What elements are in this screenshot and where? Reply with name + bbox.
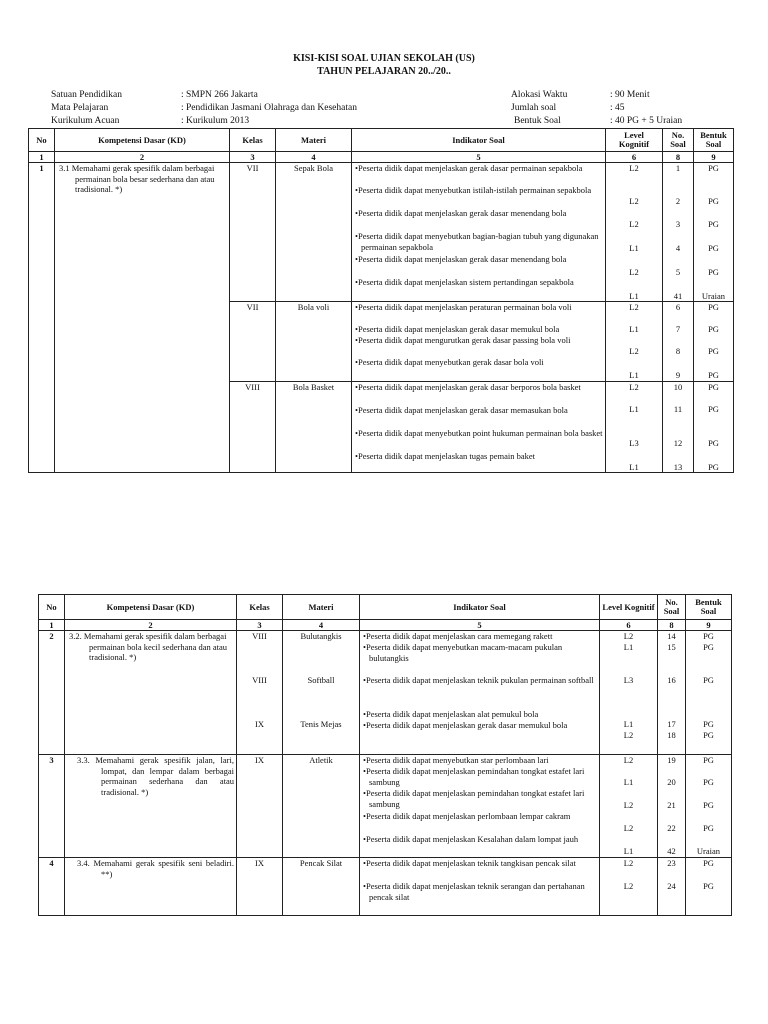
meta-left-1: Mata Pelajaran : Pendidikan Jasmani Olahraga dan Kesehatan	[51, 103, 357, 113]
meta-right-0: Alokasi Waktu : 90 Menit	[511, 90, 650, 100]
col-kelas: Kelas	[237, 595, 283, 620]
col-no: No	[39, 595, 65, 620]
bentuk-cell: PG PG PG PG Uraian	[686, 755, 732, 858]
list-item: • Peserta didik dapat menjelaskan gerak dasar menendang bola	[354, 254, 603, 277]
colnum: 9	[686, 620, 732, 631]
list-item: • Peserta didik dapat menjelaskan gerak dasar menendang bola	[354, 208, 603, 231]
kelas-cell: VII	[230, 302, 276, 382]
column-number-row	[29, 152, 734, 163]
list-item: • Peserta didik dapat mengurutkan gerak dasar passing bola voli	[354, 335, 603, 357]
colnum: 8	[663, 152, 694, 163]
colnum: 6	[606, 152, 663, 163]
table-row	[29, 163, 734, 302]
list-item: • Peserta didik dapat menjelaskan gerak dasar memukul bola	[354, 324, 603, 335]
kelas-cell: VIII	[230, 382, 276, 473]
level-cell: L2 L2 L2 L1 L2 L1	[606, 163, 663, 302]
indikator-cell	[360, 755, 600, 858]
indikator-cell	[360, 858, 600, 916]
colnum: 5	[360, 620, 600, 631]
colnum: 2	[65, 620, 237, 631]
table-row	[39, 631, 732, 755]
indikator-cell	[360, 631, 600, 755]
list-item: • Peserta didik dapat menjelaskan Kesalahan dalam lompat jauh	[362, 834, 597, 845]
no-soal-cell: 14 15 16 17 18	[658, 631, 686, 755]
level-cell: L2 L1 L2 L2 L1	[600, 755, 658, 858]
colnum: 6	[600, 620, 658, 631]
col-kelas: Kelas	[230, 129, 276, 152]
meta-left-0: Satuan Pendidikan : SMPN 266 Jakarta	[51, 90, 258, 100]
bentuk-cell: PG PG PG PG	[694, 382, 734, 473]
bentuk-cell: PG PG PG PG	[694, 302, 734, 382]
materi-cell: Bola Basket	[276, 382, 352, 473]
kd-cell: 3.2. Memahami gerak spesifik dalam berbagai permainan bola kecil sederhana dan atau tradisional. *)	[65, 631, 237, 755]
no-soal-cell: 1 2 3 4 5 41	[663, 163, 694, 302]
list-item: • Peserta didik dapat menjelaskan gerak dasar memukul bola	[362, 720, 597, 731]
list-item: • Peserta didik dapat menjelaskan sistem pertandingan sepakbola	[354, 277, 603, 299]
col-indikator: Indikator Soal	[352, 129, 606, 152]
colnum: 1	[29, 152, 55, 163]
col-no: No	[29, 129, 55, 152]
col-indikator: Indikator Soal	[360, 595, 600, 620]
bentuk-cell: PG PG PG PG PG	[686, 631, 732, 755]
meta-left-2: Kurikulum Acuan : Kurikulum 2013	[51, 116, 250, 126]
col-bentuk: Bentuk Soal	[686, 595, 732, 620]
colnum: 4	[283, 620, 360, 631]
kisi-table-1	[28, 128, 734, 473]
level-cell: L2 L1 L3 L1 L2	[600, 631, 658, 755]
list-item: • Peserta didik dapat menjelaskan gerak dasar permainan sepakbola	[354, 163, 603, 185]
colnum: 2	[55, 152, 230, 163]
column-number-row	[39, 620, 732, 631]
materi-cell: Sepak Bola	[276, 163, 352, 302]
materi-cell: Atletik	[283, 755, 360, 858]
list-item: • Peserta didik dapat menjelaskan pemindahan tongkat estafet lari sambung	[362, 788, 597, 811]
colnum: 8	[658, 620, 686, 631]
meta-right-2: Bentuk Soal : 40 PG + 5 Uraian	[514, 116, 683, 126]
kd-cell: 3.3. Memahami gerak spesifik jalan, lari, lompat, dan lempar dalam berbagai permainan sederhana dan atau tradisional. *)	[65, 755, 237, 858]
row-no: 3	[39, 755, 65, 858]
col-kd: Kompetensi Dasar (KD)	[65, 595, 237, 620]
kelas-cell: IX	[237, 755, 283, 858]
row-no: 2	[39, 631, 65, 755]
table-header	[29, 129, 734, 152]
list-item: • Peserta didik dapat menjelaskan teknik pukulan permainan softball	[362, 675, 597, 709]
materi-cell: Bola voli	[276, 302, 352, 382]
kelas-cell: IX	[237, 858, 283, 916]
kd-cell: 3.1 Memahami gerak spesifik dalam berbagai permainan bola besar sederhana dan atau tradisional. *)	[55, 163, 230, 473]
table-row	[39, 858, 732, 916]
indikator-cell	[352, 382, 606, 473]
list-item: • Peserta didik dapat menjelaskan gerak dasar berporos bola basket	[354, 382, 603, 405]
indikator-cell	[352, 302, 606, 382]
colnum: 4	[276, 152, 352, 163]
col-bentuk: Bentuk Soal	[694, 129, 734, 152]
doc-title-line1: KISI-KISI SOAL UJIAN SEKOLAH (US)	[293, 53, 475, 64]
col-materi: Materi	[283, 595, 360, 620]
no-soal-cell: 6 7 8 9	[663, 302, 694, 382]
list-item: • Peserta didik dapat menyebutkan macam-macam pukulan bulutangkis	[362, 642, 597, 675]
list-item: • Peserta didik dapat menyebutkan gerak dasar bola voli	[354, 357, 603, 379]
colnum: 5	[352, 152, 606, 163]
list-item: • Peserta didik dapat menyebutkan istilah-istilah permainan sepakbola	[354, 185, 603, 208]
col-materi: Materi	[276, 129, 352, 152]
kelas-cell: VIII VIII IX	[237, 631, 283, 755]
indikator-cell	[352, 163, 606, 302]
col-kd: Kompetensi Dasar (KD)	[55, 129, 230, 152]
list-item: • Peserta didik dapat menjelaskan perlombaan lempar cakram	[362, 811, 597, 834]
list-item: • Peserta didik dapat menyebutkan star perlombaan lari	[362, 755, 597, 766]
level-cell: L2 L2	[600, 858, 658, 916]
list-item: • Peserta didik dapat menyebutkan bagian-bagian tubuh yang digunakan permainan sepakbola	[354, 231, 603, 254]
meta-right-1: Jumlah soal : 45	[511, 103, 625, 113]
doc-title-line2: TAHUN PELAJARAN 20../20..	[317, 66, 451, 77]
table-header	[39, 595, 732, 620]
list-item: • Peserta didik dapat menyebutkan point hukuman permainan bola basket	[354, 428, 603, 451]
list-item: • Peserta didik dapat menjelaskan teknik serangan dan pertahanan pencak silat	[362, 881, 597, 902]
no-soal-cell: 23 24	[658, 858, 686, 916]
list-item: • Peserta didik dapat menjelaskan tugas pemain baket	[354, 451, 603, 472]
kelas-cell: VII	[230, 163, 276, 302]
list-item: • Peserta didik dapat menjelaskan alat pemukul bola	[362, 709, 597, 720]
colnum: 9	[694, 152, 734, 163]
level-cell: L2 L1 L3 L1	[606, 382, 663, 473]
list-item: • Peserta didik dapat menjelaskan gerak dasar memasukan bola	[354, 405, 603, 428]
colnum: 3	[230, 152, 276, 163]
no-soal-cell: 10 11 12 13	[663, 382, 694, 473]
colnum: 1	[39, 620, 65, 631]
kisi-table-2	[38, 594, 732, 916]
list-item: • Peserta didik dapat menjelaskan teknik tangkisan pencak silat	[362, 858, 597, 881]
list-item: • Peserta didik dapat menjelaskan peraturan permainan bola voli	[354, 302, 603, 324]
table-row	[39, 755, 732, 858]
row-no: 4	[39, 858, 65, 916]
kd-cell: 3.4. Memahami gerak spesifik seni beladiri. **)	[65, 858, 237, 916]
row-no: 1	[29, 163, 55, 473]
materi-cell: Bulutangkis Softball Tenis Mejas	[283, 631, 360, 755]
col-no-soal: No. Soal	[658, 595, 686, 620]
level-cell: L2 L1 L2 L1	[606, 302, 663, 382]
list-item: • Peserta didik dapat menjelaskan cara memegang rakett	[362, 631, 597, 642]
list-item: • Peserta didik dapat menjelaskan pemindahan tongkat estafet lari sambung	[362, 766, 597, 788]
no-soal-cell: 19 20 21 22 42	[658, 755, 686, 858]
colnum: 3	[237, 620, 283, 631]
col-no-soal: No. Soal	[663, 129, 694, 152]
col-level: Level Kognitif	[606, 129, 663, 152]
bentuk-cell: PG PG	[686, 858, 732, 916]
materi-cell: Pencak Silat	[283, 858, 360, 916]
col-level: Level Kognitif	[600, 595, 658, 620]
bentuk-cell: PG PG PG PG PG Uraian	[694, 163, 734, 302]
